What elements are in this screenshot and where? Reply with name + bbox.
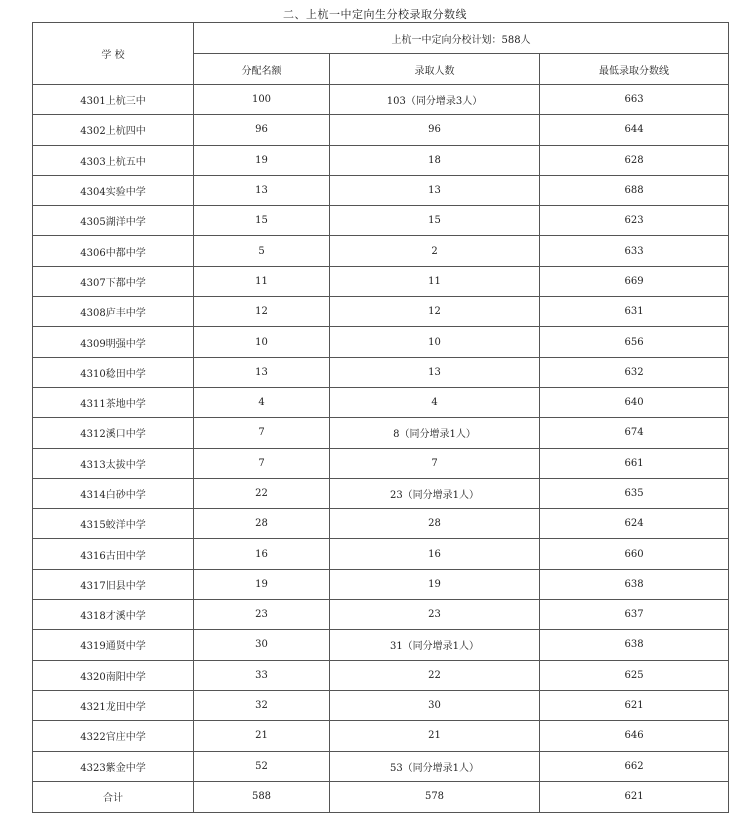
cell-school: 4302上杭四中 (33, 115, 194, 145)
table-row (33, 357, 729, 387)
cell-min-score: 640 (540, 387, 729, 417)
cell-quota: 7 (194, 448, 330, 478)
cell-admitted: 4 (330, 387, 540, 417)
cell-admitted: 28 (330, 509, 540, 539)
table-row (33, 539, 729, 569)
table-row (33, 297, 729, 327)
cell-school: 4312溪口中学 (33, 418, 194, 448)
cell-min-score: 646 (540, 721, 729, 751)
header-quota: 分配名额 (194, 54, 330, 85)
cell-quota: 13 (194, 357, 330, 387)
table-row (33, 448, 729, 478)
cell-school: 4301上杭三中 (33, 85, 194, 115)
cell-admitted: 23（同分增录1人） (330, 478, 540, 508)
cell-min-score: 624 (540, 509, 729, 539)
cell-admitted: 23 (330, 600, 540, 630)
table-row (33, 600, 729, 630)
cell-quota: 96 (194, 115, 330, 145)
cell-quota: 100 (194, 85, 330, 115)
cell-min-score: 623 (540, 206, 729, 236)
cell-school: 4310稔田中学 (33, 357, 194, 387)
table-row (33, 630, 729, 660)
table-row (33, 145, 729, 175)
cell-school: 4318才溪中学 (33, 600, 194, 630)
cell-min-score: 674 (540, 418, 729, 448)
cell-school: 4319通贤中学 (33, 630, 194, 660)
total-row (33, 781, 729, 812)
cell-min-score: 663 (540, 85, 729, 115)
cell-min-score: 688 (540, 175, 729, 205)
cell-admitted: 96 (330, 115, 540, 145)
cell-quota: 16 (194, 539, 330, 569)
cell-school: 4304实验中学 (33, 175, 194, 205)
cell-school: 4311茶地中学 (33, 387, 194, 417)
cell-admitted: 12 (330, 297, 540, 327)
cell-school: 4320南阳中学 (33, 660, 194, 690)
table-row (33, 751, 729, 781)
cell-admitted: 2 (330, 236, 540, 266)
cell-admitted: 15 (330, 206, 540, 236)
table-row (33, 236, 729, 266)
cell-admitted: 16 (330, 539, 540, 569)
cell-quota: 33 (194, 660, 330, 690)
cell-min-score: 632 (540, 357, 729, 387)
cell-admitted: 11 (330, 266, 540, 296)
total-quota: 588 (194, 781, 330, 812)
cell-quota: 21 (194, 721, 330, 751)
table-row (33, 418, 729, 448)
header-admitted: 录取人数 (330, 54, 540, 85)
cell-quota: 30 (194, 630, 330, 660)
cell-quota: 32 (194, 690, 330, 720)
cell-school: 4315蛟洋中学 (33, 509, 194, 539)
total-admitted: 578 (330, 781, 540, 812)
cell-min-score: 637 (540, 600, 729, 630)
cell-min-score: 628 (540, 145, 729, 175)
cell-min-score: 662 (540, 751, 729, 781)
cell-school: 4308庐丰中学 (33, 297, 194, 327)
table-row (33, 115, 729, 145)
cell-quota: 5 (194, 236, 330, 266)
cell-school: 4323紫金中学 (33, 751, 194, 781)
cell-min-score: 621 (540, 690, 729, 720)
cell-quota: 10 (194, 327, 330, 357)
cell-min-score: 669 (540, 266, 729, 296)
cell-min-score: 635 (540, 478, 729, 508)
cell-quota: 28 (194, 509, 330, 539)
total-min-score: 621 (540, 781, 729, 812)
table-row (33, 266, 729, 296)
cell-quota: 19 (194, 145, 330, 175)
cell-school: 4305湖洋中学 (33, 206, 194, 236)
cell-quota: 23 (194, 600, 330, 630)
table-row (33, 690, 729, 720)
cell-school: 4317旧县中学 (33, 569, 194, 599)
cell-min-score: 638 (540, 569, 729, 599)
cell-admitted: 31（同分增录1人） (330, 630, 540, 660)
cell-school: 4303上杭五中 (33, 145, 194, 175)
table-row (33, 206, 729, 236)
table-body (33, 85, 729, 813)
cell-min-score: 644 (540, 115, 729, 145)
admission-score-table (32, 22, 729, 813)
cell-school: 4322官庄中学 (33, 721, 194, 751)
cell-quota: 52 (194, 751, 330, 781)
cell-admitted: 18 (330, 145, 540, 175)
cell-min-score: 660 (540, 539, 729, 569)
cell-quota: 11 (194, 266, 330, 296)
table-row (33, 327, 729, 357)
cell-admitted: 19 (330, 569, 540, 599)
cell-quota: 22 (194, 478, 330, 508)
cell-min-score: 631 (540, 297, 729, 327)
cell-admitted: 53（同分增录1人） (330, 751, 540, 781)
cell-school: 4313太拔中学 (33, 448, 194, 478)
table-row (33, 721, 729, 751)
cell-admitted: 13 (330, 357, 540, 387)
cell-min-score: 661 (540, 448, 729, 478)
table-row (33, 509, 729, 539)
table-row (33, 175, 729, 205)
cell-min-score: 656 (540, 327, 729, 357)
total-label: 合计 (33, 781, 194, 812)
cell-admitted: 10 (330, 327, 540, 357)
document-title: 二、上杭一中定向生分校录取分数线 (283, 8, 467, 21)
cell-admitted: 7 (330, 448, 540, 478)
cell-quota: 7 (194, 418, 330, 448)
cell-school: 4314白砂中学 (33, 478, 194, 508)
header-min-score: 最低录取分数线 (540, 54, 729, 85)
table-row (33, 387, 729, 417)
cell-quota: 19 (194, 569, 330, 599)
cell-min-score: 625 (540, 660, 729, 690)
cell-admitted: 21 (330, 721, 540, 751)
cell-school: 4309明强中学 (33, 327, 194, 357)
cell-min-score: 633 (540, 236, 729, 266)
table-row (33, 660, 729, 690)
cell-min-score: 638 (540, 630, 729, 660)
cell-quota: 12 (194, 297, 330, 327)
cell-admitted: 103（同分增录3人） (330, 85, 540, 115)
cell-quota: 4 (194, 387, 330, 417)
cell-school: 4316古田中学 (33, 539, 194, 569)
cell-school: 4307下都中学 (33, 266, 194, 296)
table-row (33, 85, 729, 115)
cell-quota: 13 (194, 175, 330, 205)
table-row (33, 478, 729, 508)
table-row (33, 569, 729, 599)
cell-admitted: 22 (330, 660, 540, 690)
cell-admitted: 13 (330, 175, 540, 205)
cell-admitted: 30 (330, 690, 540, 720)
header-plan: 上杭一中定向分校计划：588人 (194, 23, 729, 54)
header-school: 学 校 (33, 23, 194, 85)
cell-school: 4306中都中学 (33, 236, 194, 266)
cell-admitted: 8（同分增录1人） (330, 418, 540, 448)
cell-quota: 15 (194, 206, 330, 236)
cell-school: 4321龙田中学 (33, 690, 194, 720)
